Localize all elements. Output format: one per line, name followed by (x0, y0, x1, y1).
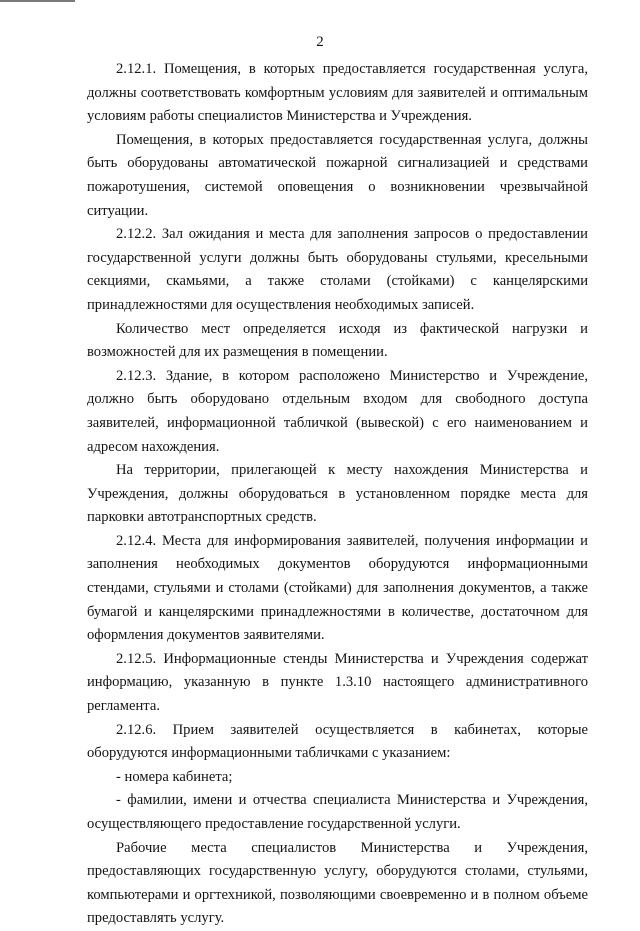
paragraph-2-12-5: 2.12.5. Информационные стенды Министерства и Учреждения содержат информацию, указанную в пункте 1.3.10 настоящего административного регламента. (87, 650, 588, 715)
paragraph-workplaces: Рабочие места специалистов Министерства и Учреждения, предоставляющих государственную услугу, оборудуются столами, стульями, компьютерами и оргтехникой, позволяющими своевременно и в полном объеме предоставлять услугу. (87, 839, 588, 927)
paragraph-parking: На территории, прилегающей к месту нахождения Министерства и Учреждения, должны оборудоваться в установленном порядке места для парковки автотранспортных средств. (87, 462, 588, 526)
scan-edge-mark (0, 0, 75, 2)
list-item-room-number: - номера кабинета; (116, 768, 233, 785)
paragraph-2-12-4: 2.12.4. Места для информирования заявителей, получения информации и заполнения необходимых документов оборудуются информационными стендами, стульями и столами (стойками) для заполнения документов, а также бумагой и канцелярскими принадлежностями в количестве, достаточном для оформления документов заявителями. (87, 532, 588, 644)
paragraph-seat-count: Количество мест определяется исходя из фактической нагрузки и возможностей для их размещения в помещении. (87, 320, 588, 361)
document-body (87, 58, 588, 931)
page-number: 2 (316, 34, 324, 50)
paragraph-fire-safety: Помещения, в которых предоставляется государственная услуга, должны быть оборудованы автоматической пожарной сигнализацией и средствами пожаротушения, системой оповещения о возникновении чрезвычайной ситуации. (87, 131, 588, 219)
list-item-specialist-name: - фамилии, имени и отчества специалиста Министерства и Учреждения, осуществляющего предоставление государственной услуги. (87, 792, 588, 832)
paragraph-2-12-6: 2.12.6. Прием заявителей осуществляется в кабинетах, которые оборудуются информационными табличками с указанием: (87, 721, 588, 762)
paragraph-2-12-2: 2.12.2. Зал ожидания и места для заполнения запросов о предоставлении государственной услуги должны быть оборудованы стульями, кресельными секциями, скамьями, а также столами (стойками) с канцелярскими принадлежностями для осуществления необходимых записей. (87, 226, 588, 313)
paragraph-2-12-1: 2.12.1. Помещения, в которых предоставляется государственная услуга, должны соответствовать комфортным условиям для заявителей и оптимальным условиям работы специалистов Министерства и Учреждения. (87, 61, 588, 125)
paragraph-2-12-3: 2.12.3. Здание, в котором расположено Министерство и Учреждение, должно быть оборудовано отдельным входом для свободного доступа заявителей, информационной табличкой (вывеской) с его наименованием и адресом нахождения. (87, 367, 588, 455)
